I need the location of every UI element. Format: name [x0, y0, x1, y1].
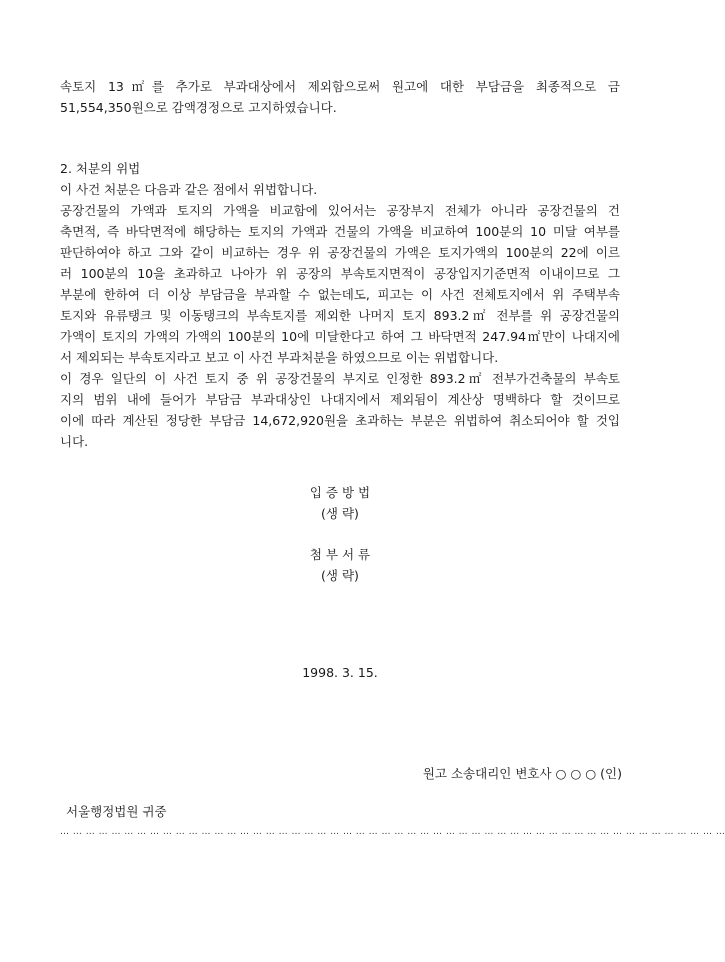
intro-line-1: 속토지 13㎡를 추가로 부과대상에서 제외함으로써 원고에 대한 부담금을 최종적으로 금 [60, 79, 620, 94]
section-heading: 2. 처분의 위법 [60, 161, 141, 176]
paragraph-line: 러 100분의 10을 초과하고 나아가 위 공장의 부속토지면적이 공장입지기준면적 이내이므로 그 [60, 266, 620, 281]
court-addressee: 서울행정법원 귀중 [66, 804, 167, 819]
paragraph-line: 서 제외되는 부속토지라고 보고 이 사건 부과처분을 하였으므로 이는 위법합니다. [60, 350, 499, 365]
evidence-title: 입 증 방 법 [309, 485, 371, 500]
argument-paragraph-2 [60, 368, 620, 452]
paragraph-line: 니다. [60, 434, 89, 449]
paragraph-line: 공장건물의 가액과 토지의 가액을 비교함에 있어서는 공장부지 전체가 아니라 공장건물의 건 [60, 203, 620, 218]
evidence-note: (생 략) [321, 506, 359, 521]
attachments-note: (생 략) [321, 568, 359, 583]
paragraph-line: 가액이 토지의 가액의 가액의 100분의 10에 미달한다고 하여 그 바닥면적 247.94㎡만이 나대지에 [60, 329, 620, 344]
intro-line-2: 51,554,350원으로 감액경정으로 고지하였습니다. [60, 100, 337, 115]
paragraph-line: 판단하여야 하고 그와 같이 비교하는 경우 위 공장건물의 가액은 토지가액의 100분의 22에 이르 [60, 245, 620, 260]
dotted-separator: … … … … … … … … … … … … … … … … … … … … … … … … … … … … … … … … … … … … … … … … … … … … … … … … … … … … [60, 827, 725, 837]
attorney-signature: 원고 소송대리인 변호사 ○ ○ ○ (인) [422, 766, 622, 781]
paragraph-line: 지의 범위 내에 들어가 부담금 부과대상인 나대지에서 제외됨이 계산상 명백하다 할 것이므로 [60, 392, 620, 407]
paragraph-line: 부분에 한하여 더 이상 부담금을 부과할 수 없는데도, 피고는 이 사건 전체토지에서 위 주택부속 [60, 287, 620, 302]
intro-paragraph [60, 76, 620, 118]
section-lead: 이 사건 처분은 다음과 같은 점에서 위법합니다. [60, 182, 318, 197]
attachments-title: 첨 부 서 류 [309, 547, 371, 562]
filing-date: 1998. 3. 15. [302, 665, 378, 680]
paragraph-line: 축면적, 즉 바닥면적에 해당하는 토지의 가액과 건물의 가액을 비교하여 100분의 10 미달 여부를 [60, 224, 620, 239]
paragraph-line: 이 경우 일단의 이 사건 토지 중 위 공장건물의 부지로 인정한 893.2㎡ 전부가건축물의 부속토 [60, 371, 620, 386]
paragraph-line: 이에 따라 계산된 정당한 부담금 14,672,920원을 초과하는 부분은 위법하여 취소되어야 할 것입 [60, 413, 620, 428]
argument-paragraph-1 [60, 200, 620, 368]
paragraph-line: 토지와 유류탱크 및 이동탱크의 부속토지를 제외한 나머지 토지 893.2㎡ 전부를 위 공장건물의 [60, 308, 620, 323]
